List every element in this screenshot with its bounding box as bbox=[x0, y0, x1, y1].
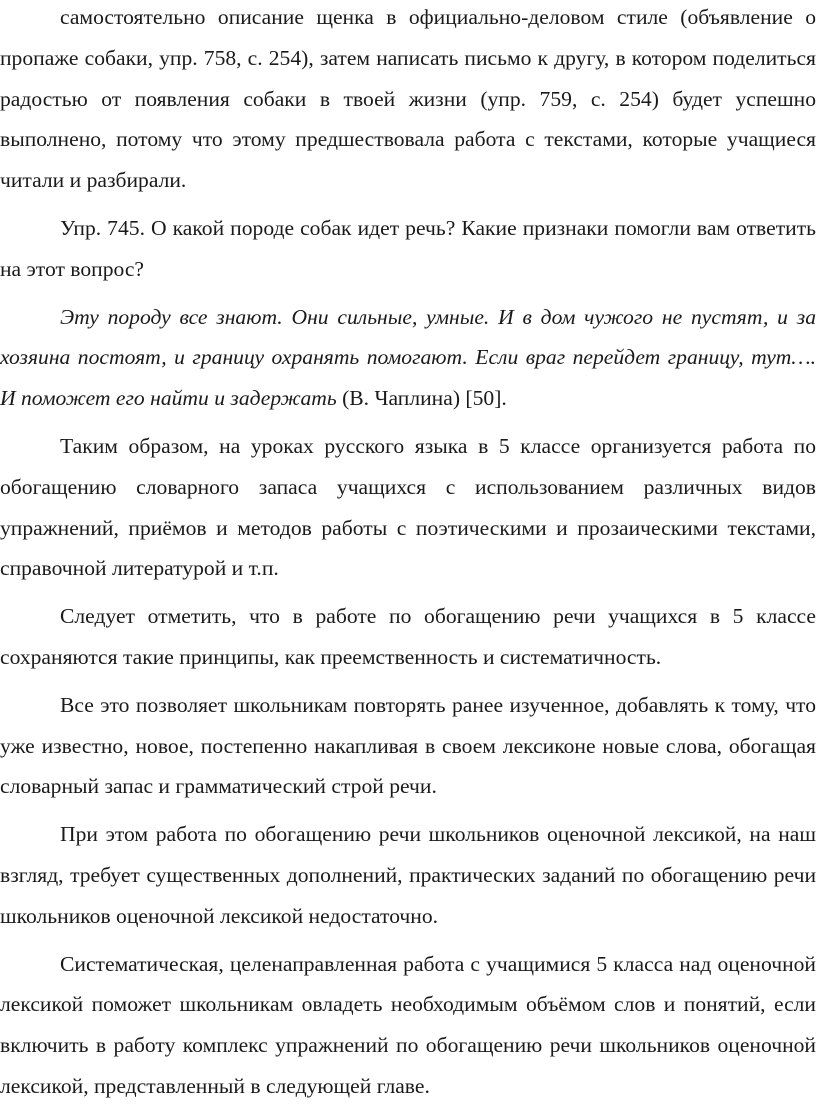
paragraph-repetition: Все это позволяет школьникам повторять ранее изученное, добавлять к тому, что уже известно, новое, постепенно накапливая в своем лексиконе новые слова, обогащая словарный запас и грамматический строй речи. bbox=[0, 692, 816, 799]
quote-source: (В. Чаплина) [50]. bbox=[336, 386, 507, 411]
paragraph-evaluation: При этом работа по обогащению речи школьников оценочной лексикой, на наш взгляд, требует существенных дополнений, практических заданий по обогащению речи школьников оценочной лексикой недостаточно. bbox=[0, 822, 816, 928]
paragraph-continuation: самостоятельно описание щенка в официально-деловом стиле (объявление о пропаже собаки, упр. 758, с. 254), затем написать письмо к другу, в котором поделиться радостью от появления собаки в твоей жизни (упр. 759, с. 254) будет успешно выполнено, потому что этому предшествовала работа с текстами, которые учащиеся читали и разбирали. bbox=[0, 5, 816, 193]
paragraph-conclusion: Систематическая, целенаправленная работа с учащимися 5 класса над оценочной лексикой поможет школьникам овладеть необходимым объёмом слов и понятий, если включить в работу комплекс упражнений по обогащению речи школьников оценочной лексикой, представленный в следующей главе. bbox=[0, 951, 816, 1098]
paragraph-exercise-745: Упр. 745. О какой породе собак идет речь? Какие признаки помогли вам ответить на этот вопрос? bbox=[0, 215, 816, 281]
paragraph-summary: Таким образом, на уроках русского языка в 5 классе организуется работа по обогащению словарного запаса учащихся с использованием различных видов упражнений, приёмов и методов работы с поэтическими и прозаическими текстами, справочной литературой и т.п. bbox=[0, 433, 816, 581]
paragraph-principles: Следует отметить, что в работе по обогащению речи учащихся в 5 классе сохраняются такие принципы, как преемственность и систематичность. bbox=[0, 604, 816, 669]
quote-text: Эту породу все знают. Они сильные, умные. И в дом чужого не пустят, и за хозяина постоят, и границу охранять помогают. Если враг перейдет границу, тут…. И поможет его найти и задержать bbox=[0, 304, 816, 411]
paragraph-quote bbox=[0, 297, 816, 419]
